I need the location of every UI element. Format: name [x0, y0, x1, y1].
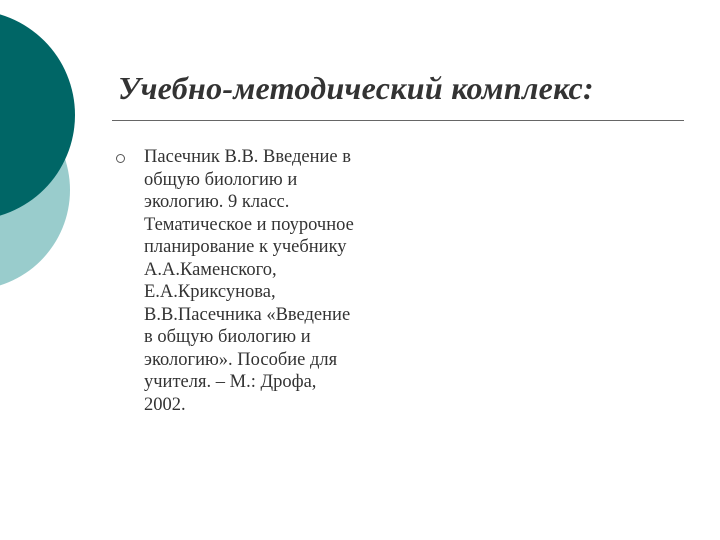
decorative-circles	[0, 0, 120, 300]
title-divider	[112, 120, 684, 121]
bullet-list	[112, 146, 394, 416]
bullet-text: Пасечник В.В. Введение в общую биологию и экологию. 9 класс. Тематическое и поурочное планирование к учебнику А.А.Каменского, Е.А.Криксунова, В.В.Пасечника «Введение в общую биологию и экологию». Пособие для учителя. – М.: Дрофа, 2002.	[144, 147, 354, 415]
circle-bullet-icon	[116, 154, 125, 163]
slide-title: Учебно-методический комплекс:	[118, 70, 594, 106]
bullet-item	[112, 146, 394, 416]
